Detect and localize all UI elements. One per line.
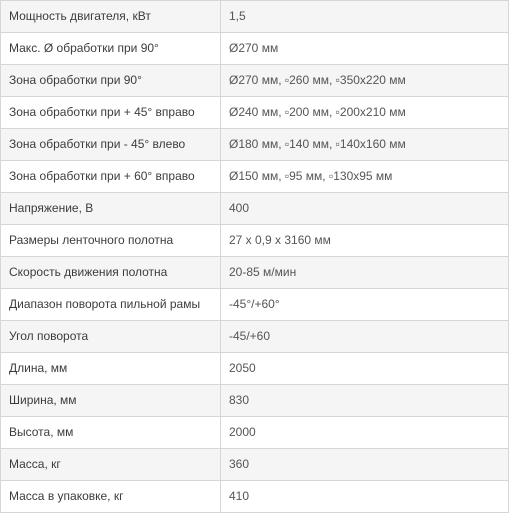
spec-label: Зона обработки при + 45° вправо [1, 97, 221, 129]
table-row [1, 289, 509, 321]
table-row [1, 161, 509, 193]
table-row [1, 97, 509, 129]
spec-label: Макс. Ø обработки при 90° [1, 33, 221, 65]
spec-value: 410 [221, 481, 509, 513]
table-row [1, 385, 509, 417]
spec-label: Масса в упаковке, кг [1, 481, 221, 513]
spec-value: Ø270 мм, ▫260 мм, ▫350x220 мм [221, 65, 509, 97]
table-row [1, 353, 509, 385]
spec-value: 400 [221, 193, 509, 225]
spec-value: -45°/+60° [221, 289, 509, 321]
spec-value: 2050 [221, 353, 509, 385]
spec-label: Высота, мм [1, 417, 221, 449]
spec-value: 27 x 0,9 x 3160 мм [221, 225, 509, 257]
spec-value: Ø240 мм, ▫200 мм, ▫200x210 мм [221, 97, 509, 129]
spec-value: 1,5 [221, 1, 509, 33]
table-row [1, 225, 509, 257]
spec-label: Зона обработки при - 45° влево [1, 129, 221, 161]
spec-value: Ø150 мм, ▫95 мм, ▫130x95 мм [221, 161, 509, 193]
spec-value: 830 [221, 385, 509, 417]
spec-value: Ø180 мм, ▫140 мм, ▫140x160 мм [221, 129, 509, 161]
table-row [1, 257, 509, 289]
spec-label: Ширина, мм [1, 385, 221, 417]
spec-value: 360 [221, 449, 509, 481]
specs-table-body [1, 1, 509, 513]
spec-label: Зона обработки при + 60° вправо [1, 161, 221, 193]
table-row [1, 417, 509, 449]
table-row [1, 449, 509, 481]
table-row [1, 321, 509, 353]
spec-value: 20-85 м/мин [221, 257, 509, 289]
spec-label: Зона обработки при 90° [1, 65, 221, 97]
spec-label: Размеры ленточного полотна [1, 225, 221, 257]
table-row [1, 65, 509, 97]
spec-value: Ø270 мм [221, 33, 509, 65]
table-row [1, 129, 509, 161]
spec-value: 2000 [221, 417, 509, 449]
spec-label: Скорость движения полотна [1, 257, 221, 289]
spec-label: Длина, мм [1, 353, 221, 385]
table-row [1, 481, 509, 513]
spec-label: Угол поворота [1, 321, 221, 353]
spec-label: Масса, кг [1, 449, 221, 481]
spec-label: Мощность двигателя, кВт [1, 1, 221, 33]
table-row [1, 193, 509, 225]
spec-label: Напряжение, В [1, 193, 221, 225]
spec-value: -45/+60 [221, 321, 509, 353]
spec-label: Диапазон поворота пильной рамы [1, 289, 221, 321]
table-row [1, 33, 509, 65]
table-row [1, 1, 509, 33]
